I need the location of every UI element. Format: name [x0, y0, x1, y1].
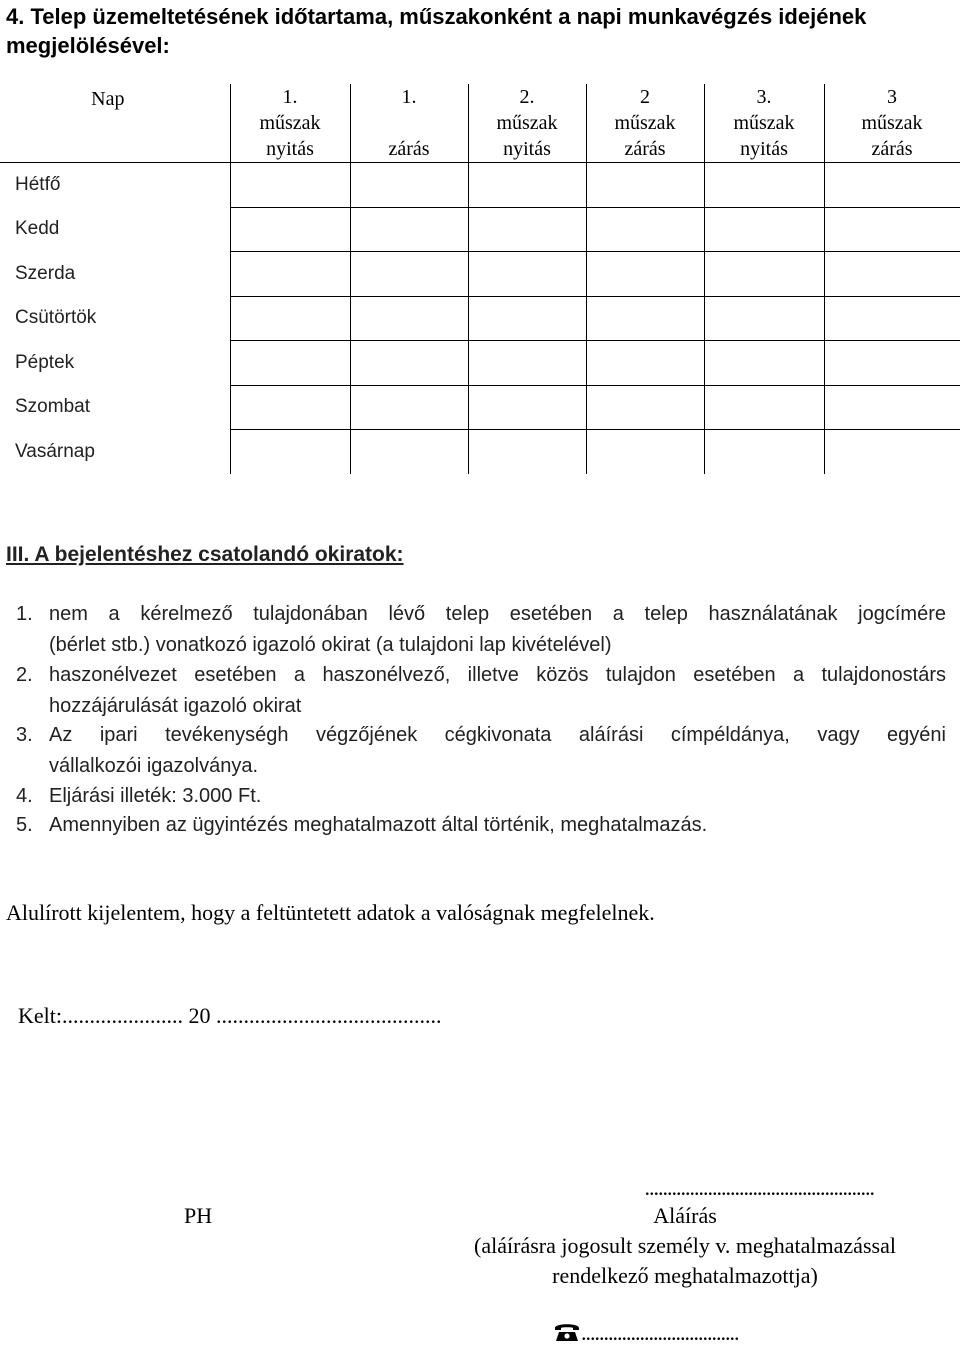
time-cell[interactable]	[824, 385, 960, 430]
header-line: 1.	[401, 86, 417, 108]
table-row	[0, 430, 960, 474]
time-cell[interactable]	[468, 163, 586, 208]
day-label: Kedd	[15, 218, 60, 240]
time-cell[interactable]	[586, 163, 704, 208]
phone-dots: ...................................	[581, 1320, 739, 1345]
header-line	[351, 110, 468, 136]
header-line: nyitás	[503, 138, 551, 160]
time-cell[interactable]	[586, 296, 704, 341]
time-cell[interactable]	[824, 207, 960, 252]
time-cell[interactable]	[824, 252, 960, 297]
list-item-number: 5.	[16, 814, 33, 836]
day-label: Péptek	[15, 351, 75, 373]
time-cell[interactable]	[468, 385, 586, 430]
time-cell[interactable]	[230, 163, 350, 208]
time-cell[interactable]	[586, 252, 704, 297]
time-cell[interactable]	[824, 296, 960, 341]
signature-line[interactable]: ...................................................	[644, 1175, 874, 1200]
day-label: Szombat	[15, 396, 90, 418]
time-cell[interactable]	[586, 207, 704, 252]
time-cell[interactable]	[230, 296, 350, 341]
list-item-number: 2.	[16, 664, 33, 686]
signature-note-line1: (aláírásra jogosult személy v. meghatalmazással	[474, 1233, 896, 1258]
time-cell[interactable]	[350, 207, 468, 252]
shift2-open-header	[468, 84, 586, 163]
list-item-text: hozzájárulását igazoló okirat	[49, 695, 302, 717]
header-line: nyitás	[740, 138, 788, 160]
header-line: műszak	[496, 112, 558, 134]
time-cell[interactable]	[704, 341, 824, 386]
header-line: műszak	[614, 112, 676, 134]
list-item-text: haszonélvezet esetében a haszonélvező, illetve közös tulajdon esetében a tulajdonostárs	[49, 664, 946, 686]
section-heading-line1: 4. Telep üzemeltetésének időtartama, műszakonként a napi munkavégzés idejének	[6, 4, 867, 29]
attachments-title: III. A bejelentéshez csatolandó okiratok:	[6, 543, 404, 566]
header-line: 2.	[519, 86, 535, 108]
table-row	[0, 252, 960, 297]
time-cell[interactable]	[350, 163, 468, 208]
shift3-open-header	[704, 84, 824, 163]
time-cell[interactable]	[586, 341, 704, 386]
table-row	[0, 163, 960, 208]
shift2-close-header	[586, 84, 704, 163]
schedule-header-row	[0, 84, 960, 163]
time-cell[interactable]	[230, 252, 350, 297]
table-row	[0, 296, 960, 341]
section-heading-line2: megjelölésével:	[6, 33, 170, 58]
list-item-text: nem a kérelmező tulajdonában lévő telep esetében a telep használatának jogcímére	[49, 603, 946, 625]
list-item	[16, 599, 946, 661]
time-cell[interactable]	[704, 430, 824, 474]
list-item	[16, 781, 261, 812]
schedule-table	[0, 84, 960, 474]
time-cell[interactable]	[468, 341, 586, 386]
time-cell[interactable]	[824, 163, 960, 208]
time-cell[interactable]	[230, 430, 350, 474]
header-line: zárás	[388, 138, 430, 160]
header-line: nyitás	[266, 138, 314, 160]
list-item	[16, 660, 946, 722]
table-row	[0, 385, 960, 430]
time-cell[interactable]	[230, 385, 350, 430]
list-item-text: vállalkozói igazolványa.	[49, 755, 259, 777]
header-line: műszak	[259, 112, 321, 134]
day-label: Hétfő	[15, 174, 61, 195]
stamp-placeholder: PH	[184, 1203, 213, 1228]
time-cell[interactable]	[230, 207, 350, 252]
signature-note-line2: rendelkező meghatalmazottja)	[552, 1263, 818, 1288]
declaration-text: Alulírott kijelentem, hogy a feltüntetett adatok a valóságnak megfelelnek.	[6, 900, 655, 925]
day-label: Vasárnap	[15, 440, 95, 462]
day-label: Csütörtök	[15, 307, 97, 329]
time-cell[interactable]	[350, 252, 468, 297]
list-item-number: 1.	[16, 603, 33, 625]
time-cell[interactable]	[704, 163, 824, 208]
header-line: műszak	[733, 112, 795, 134]
time-cell[interactable]	[468, 252, 586, 297]
list-item-text: Eljárási illeték: 3.000 Ft.	[49, 785, 262, 807]
list-item-text: (bérlet stb.) vonatkozó igazoló okirat (a tulajdoni lap kivételével)	[49, 634, 612, 656]
date-line[interactable]: Kelt:...................... 20 .........................................	[18, 1003, 442, 1028]
time-cell[interactable]	[230, 341, 350, 386]
table-row	[0, 341, 960, 386]
time-cell[interactable]	[704, 296, 824, 341]
list-item-number: 4.	[16, 785, 33, 807]
header-line: zárás	[624, 138, 666, 160]
shift1-open-header	[230, 84, 350, 163]
day-column-header: Nap	[0, 84, 230, 163]
time-cell[interactable]	[468, 430, 586, 474]
time-cell[interactable]	[824, 341, 960, 386]
list-item	[16, 720, 946, 782]
time-cell[interactable]	[704, 385, 824, 430]
list-item	[16, 810, 707, 841]
header-line: 2	[640, 86, 650, 108]
signature-label: Aláírás	[653, 1203, 717, 1228]
header-line: 3	[887, 86, 897, 108]
list-item-number: 3.	[16, 724, 33, 746]
shift3-close-header	[824, 84, 960, 163]
shift1-close-header	[350, 84, 468, 163]
time-cell[interactable]	[468, 296, 586, 341]
time-cell[interactable]	[586, 385, 704, 430]
time-cell[interactable]	[350, 385, 468, 430]
time-cell[interactable]	[350, 296, 468, 341]
time-cell[interactable]	[586, 430, 704, 474]
time-cell[interactable]	[350, 430, 468, 474]
table-row	[0, 207, 960, 252]
header-line: 3.	[756, 86, 772, 108]
header-line: műszak	[861, 112, 923, 134]
day-label: Szerda	[15, 262, 76, 284]
time-cell[interactable]	[350, 341, 468, 386]
time-cell[interactable]	[704, 252, 824, 297]
list-item-text: Amennyiben az ügyintézés meghatalmazott által történik, meghatalmazás.	[49, 814, 708, 836]
time-cell[interactable]	[824, 430, 960, 474]
header-line: zárás	[871, 138, 913, 160]
list-item-text: Az ipari tevékenységh végzőjének cégkivonata aláírási címpéldánya, vagy egyéni	[49, 724, 946, 746]
time-cell[interactable]	[468, 207, 586, 252]
header-line: 1.	[282, 86, 298, 108]
time-cell[interactable]	[704, 207, 824, 252]
